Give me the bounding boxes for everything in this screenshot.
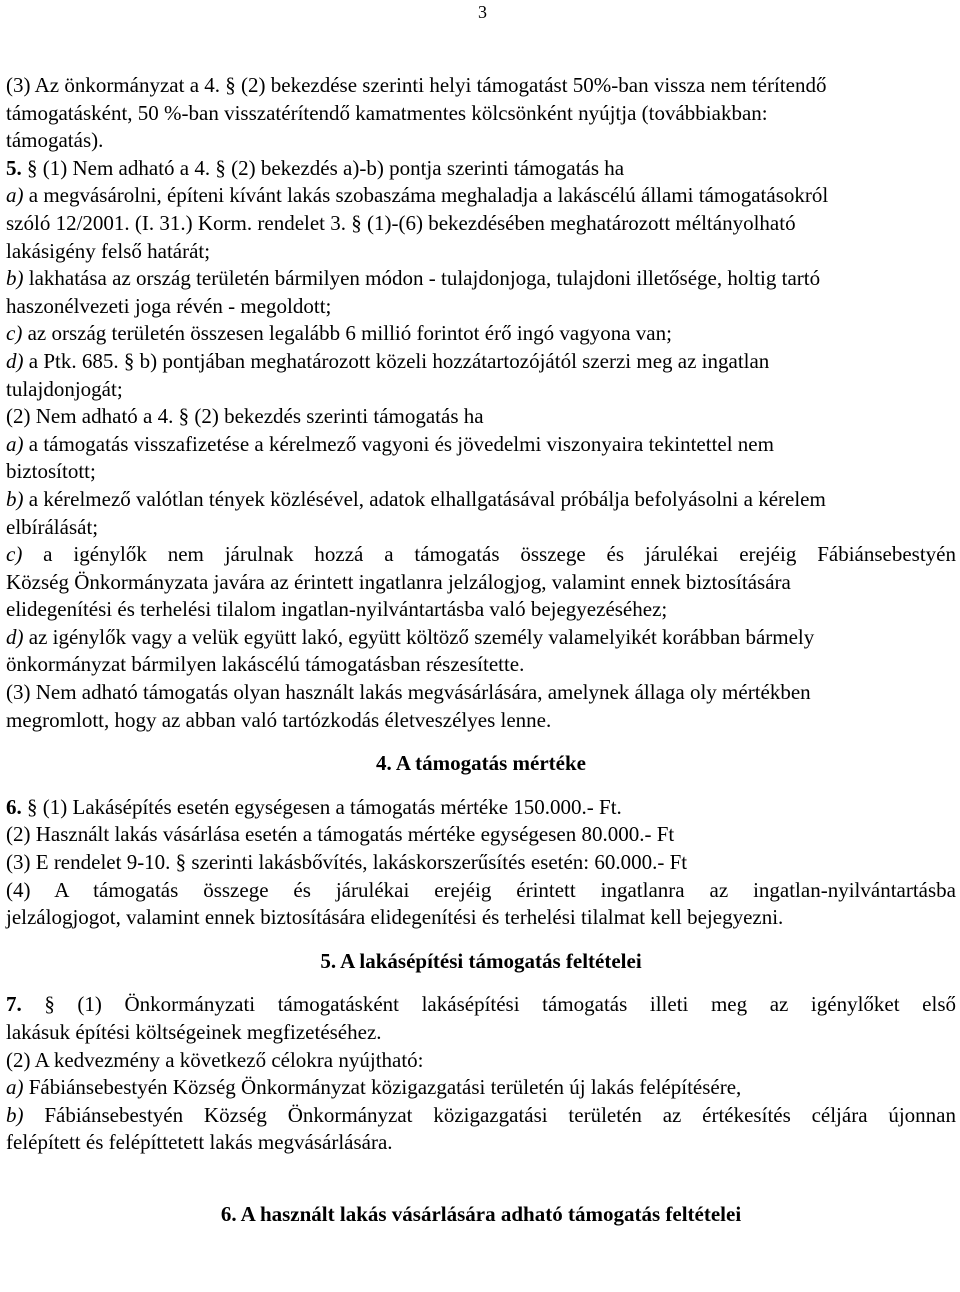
text-line [6,707,956,735]
line-text: (4) A támogatás összege és járulékai erejéig érintett ingatlanra az ingatlan-nyilvántartásba [6,877,956,902]
line-text: Község Önkormányzata javára az érintett ingatlanra jelzálogjog, valamint ennek biztosítására [6,569,791,594]
point-marker: d) [6,624,24,649]
text-line [6,182,956,210]
text-line [6,348,956,376]
text-line [6,265,956,293]
text-line [6,849,956,877]
text-line [6,651,956,679]
line-text: tulajdonjogát; [6,376,123,401]
document-body [6,72,956,1229]
paragraph-number: 6. [6,794,22,819]
page-number: 3 [478,2,487,22]
line-text: (2) Nem adható a 4. § (2) bekezdés szerinti támogatás ha [6,404,484,429]
line-text: az ország területén összesen legalább 6 millió forintot érő ingó vagyona van; [22,321,672,346]
line-text: Fábiánsebestyén Község Önkormányzat közigazgatási területén az értékesítés céljára újonnan [23,1102,956,1127]
text-line [6,431,956,459]
line-text: § (1) Lakásépítés esetén egységesen a támogatás mértéke 150.000.- Ft. [21,794,622,819]
point-marker: a) [6,431,24,456]
line-text: felépített és felépíttetett lakás megvásárlására. [6,1130,393,1155]
line-text: az igénylők vagy a velük együtt lakó, együtt költöző személy valamelyikét korábban bármely [23,624,815,649]
point-marker: d) [6,348,24,373]
text-line [6,991,956,1019]
line-text: támogatásként, 50 %-ban visszatérítendő kamatmentes kölcsönként nyújtja (továbbiakban: [6,100,768,125]
line-text: lakásigény felső határát; [6,238,211,263]
point-marker: b) [6,1102,24,1127]
text-line [6,210,956,238]
text-line [6,127,956,155]
point-marker: b) [6,486,24,511]
line-text: elbírálását; [6,514,99,539]
text-line [6,877,956,905]
text-line [6,1019,956,1047]
paragraph-number: 5. [6,155,22,180]
line-text: (3) Nem adható támogatás olyan használt lakás megvásárlására, amelynek állaga oly mértékben [6,680,811,705]
line-text: szóló 12/2001. (I. 31.) Korm. rendelet 3. § (1)-(6) bekezdésében meghatározott méltányolható [6,210,796,235]
text-line [6,624,956,652]
section-4-conditions [6,72,956,734]
line-text: támogatás). [6,128,104,153]
line-text: (3) E rendelet 9-10. § szerinti lakásbővítés, lakáskorszerűsítés esetén: 60.000.- Ft [6,850,688,875]
text-line [6,1074,956,1102]
text-line [6,1047,956,1075]
text-line [6,293,956,321]
text-line [6,238,956,266]
section-7-construction [6,991,956,1157]
text-line [6,458,956,486]
line-text: (3) Az önkormányzat a 4. § (2) bekezdése szerinti helyi támogatást 50%-ban vissza nem térítendő [6,73,827,97]
text-line [6,596,956,624]
text-line [6,100,956,128]
line-text: (2) A kedvezmény a következő célokra nyújtható: [6,1047,424,1072]
text-line [6,514,956,542]
paragraph-number: 7. [6,992,22,1017]
text-line [6,486,956,514]
line-text: a igénylők nem járulnak hozzá a támogatás összege és járulékai erejéig Fábiánsebestyén [22,542,956,567]
text-line [6,320,956,348]
text-line [6,376,956,404]
line-text: jelzálogjogot, valamint ennek biztosítására elidegenítési és terhelési tilalmat kell bejegyezni. [6,905,784,930]
line-text: a kérelmező valótlan tények közlésével, adatok elhallgatásával próbálja befolyásolni a kérelem [23,486,826,511]
line-text: lakásuk építési költségeinek megfizetéséhez. [6,1020,382,1044]
text-line [6,794,956,822]
heading-used-home-conditions: 6. A használt lakás vásárlására adható támogatás feltételei [220,1201,742,1226]
text-line [6,821,956,849]
text-line [6,904,956,932]
point-marker: b) [6,266,24,291]
point-marker: c) [6,321,23,346]
text-line [6,403,956,431]
line-text: önkormányzat bármilyen lakáscélú támogatásban részesítette. [6,652,525,677]
text-line [6,569,956,597]
heading-support-amount: 4. A támogatás mértéke [376,751,586,776]
line-text: haszonélvezeti joga révén - megoldott; [6,293,332,318]
section-6-amounts [6,794,956,932]
line-text: § (1) Önkormányzati támogatásként lakásépítési támogatás illeti meg az igénylőket első [21,992,956,1017]
line-text: biztosított; [6,459,96,484]
point-marker: a) [6,1075,24,1100]
text-line [6,72,956,100]
heading-construction-conditions: 5. A lakásépítési támogatás feltételei [320,948,642,973]
line-text: a megvásárolni, építeni kívánt lakás szobaszáma meghaladja a lakáscélú állami támogatásokról [23,183,829,208]
line-text: § (1) Nem adható a 4. § (2) bekezdés a)-b) pontja szerinti támogatás ha [21,155,625,180]
line-text: (2) Használt lakás vásárlása esetén a támogatás mértéke egységesen 80.000.- Ft [6,822,675,847]
text-line [6,541,956,569]
text-line [6,1102,956,1130]
text-line [6,679,956,707]
text-line [6,155,956,183]
text-line [6,1129,956,1157]
point-marker: a) [6,183,24,208]
line-text: megromlott, hogy az abban való tartózkodás életveszélyes lenne. [6,707,552,732]
line-text: a támogatás visszafizetése a kérelmező vagyoni és jövedelmi viszonyaira tekintettel nem [23,431,774,456]
line-text: lakhatása az ország területén bármilyen módon - tulajdonjoga, tulajdoni illetősége, holtig tartó [23,266,821,291]
line-text: elidegenítési és terhelési tilalom ingatlan-nyilvántartásba való bejegyezéséhez; [6,597,668,622]
line-text: Fábiánsebestyén Község Önkormányzat közigazgatási területén új lakás felépítésére, [23,1075,742,1100]
point-marker: c) [6,542,23,567]
line-text: a Ptk. 685. § b) pontjában meghatározott közeli hozzátartozójától szerzi meg az ingatlan [23,348,770,373]
